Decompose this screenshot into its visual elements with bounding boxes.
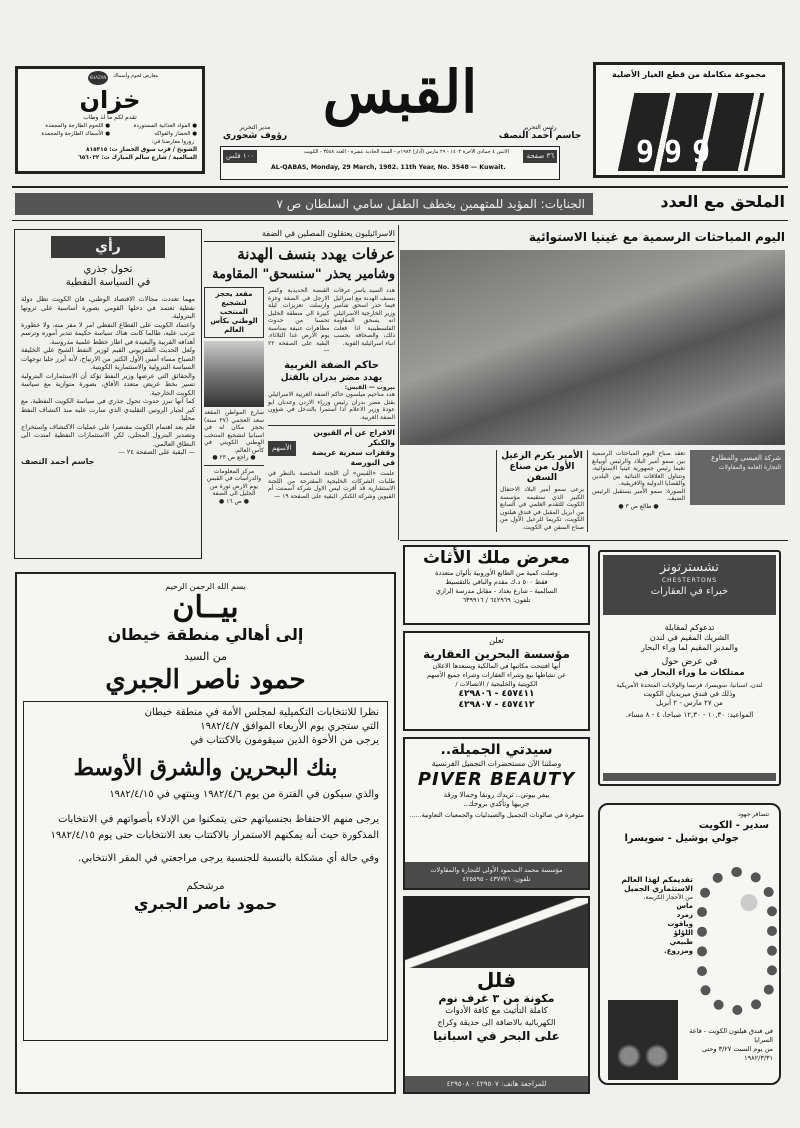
opinion-title-1[interactable]: تحول جذري bbox=[83, 264, 133, 275]
jewelry-photo bbox=[608, 1000, 678, 1080]
supplement-banner[interactable]: الجنايات: المؤبد للمتهمين بخطف الطفل سامي السلطان ص ٧ bbox=[15, 193, 593, 215]
gemstone-necklace-image bbox=[697, 867, 777, 1015]
statement-from: من السيد bbox=[183, 650, 228, 663]
chestertons-line: من ٢٧ مارس - ٢ أبريل bbox=[656, 699, 723, 707]
jewelry-venue bbox=[681, 1027, 773, 1063]
stocks-tag: الأسهم bbox=[268, 441, 296, 456]
chestertons-footer-bar bbox=[603, 773, 776, 781]
jewelry-pre: تتضافر جهود bbox=[738, 811, 769, 818]
jewelry-venue-text: في فندق هيلتون الكويت - قاعة السرايا bbox=[689, 1027, 773, 1044]
khazan-item: ● الأسماك الطازجة والمجمدة bbox=[41, 131, 110, 137]
amir-text: يرعى سمو أمير البلاد الاحتفال الكبير الذي ستقيمه مؤسسة الكويت للتقدم العلمي في السابع من ابريل المقبل في فندق هيلتون الكويت، تكريما للرعيل الأول من صناع السفن في الكويت. bbox=[500, 486, 584, 531]
statement-sign-label: مرشحكم bbox=[186, 881, 225, 892]
khazan-item: ● المواد الغذائية المستوردة bbox=[133, 123, 197, 129]
khazan-address-1: الشويخ / قرب سوق الخضار ت: ٨١٥٣١٥ bbox=[86, 147, 197, 153]
statement-line: نظرا للانتخابات التكميلية لمجلس الأمة في منطقة خيطان bbox=[144, 707, 379, 718]
ad-999-brand: 999 bbox=[636, 135, 721, 170]
supplement-label: الملحق مع العدد bbox=[660, 192, 785, 211]
opinion-body bbox=[21, 295, 195, 467]
jewelry-intro: تقديمكم لهذا العالم الاستثماري الجميل bbox=[621, 875, 693, 893]
beauty-brand: PIVER BEAUTY bbox=[417, 769, 576, 790]
lead-caption-text: تعقد صباح اليوم المباحثات الرسمية بين سمو أمير البلاد والرئيس أوبيانغ نغيما رئيس جمهورية غينيا الاستوائية، وتتناول العلاقات الثنائية بين البلدين والقضايا الدولية والافريقية. bbox=[592, 450, 685, 487]
statement-line: يرجى من الأخوة الذين سيقومون بالاكتتاب في bbox=[190, 735, 379, 746]
arafat-columns bbox=[268, 287, 395, 355]
hakem-headline-1[interactable]: حاكم الضفة الغربية bbox=[284, 359, 379, 371]
lead-photo-note: الصورة: سمو الأمير يستقبل الرئيس الضيف. bbox=[592, 487, 685, 502]
beauty-title: سيدتي الجميلة.. bbox=[440, 742, 553, 758]
khazan-address-2: السالمية / شارع سالم المبارك ت: ٦٥٦٠٣٢ bbox=[78, 155, 197, 161]
page-count: ٣٦ صفحة bbox=[523, 150, 557, 163]
dateline-english: AL-QABAS, Monday, 29 March, 1982. 11th Year, No. 3548 — Kuwait. bbox=[271, 164, 506, 171]
football-page-ref[interactable]: ● راجع ص ٢٣ ● bbox=[212, 454, 256, 461]
furniture-line: تلفون: ٦٤٢٩٦٩ / ٦٣٩٩١٦ bbox=[462, 596, 531, 604]
furniture-line: فقط ٥٠٠ د.ك مقدم والباقي بالتقسيط bbox=[445, 578, 548, 586]
arafat-col-1: هدد السيد ياسر عرفات بنسف الهدنة مع اسرائيل فيما حذر اسحق شامير وزير الخارجية الاسرائيلي انه يسحق المقاومة الفلسطينية اذا فعلت ذلك، والصحافة بحسب انباء اسرائيلية القوية. bbox=[333, 287, 395, 347]
chestertons-line: وذلك في فندق ميريديان الكويت bbox=[643, 690, 736, 698]
khazan-item: ● اللحوم الطازجة والمجمدة bbox=[45, 123, 110, 129]
chestertons-line: تدعوكم لمقابلة bbox=[664, 623, 715, 632]
grey-box-text: التجارة العامة والمقاولات bbox=[718, 464, 781, 471]
section-divider bbox=[400, 540, 788, 541]
column-rule bbox=[398, 225, 399, 540]
opinion-paragraph: كما أنها تبرز حدوث تحول جذري في سياسة الكويت النفطية، مع كبر لجبار الروتين التقليدي الذي سارت عليه منذ اكتشاف النفط محليا. bbox=[21, 397, 195, 422]
managing-editor bbox=[215, 124, 295, 142]
ad-furniture bbox=[403, 545, 590, 625]
statement-recipient: إلى أهالي منطقة خيطان bbox=[107, 625, 304, 644]
masthead bbox=[215, 60, 585, 182]
opinion-paragraph: والحقائق التي عرضها وزير النفط تؤكد أن الاستثمارات البترولية تسير بخط عريض متعدد الآفاق، بصورة متوازية مع سياسة الكويت الخارجية. bbox=[21, 371, 195, 397]
beauty-footer-phone: تلفون: ٤٣٧٧٢١ - ٤٢٥٥٩٥ bbox=[462, 875, 531, 883]
jewelry-stone: ومزروع. bbox=[664, 947, 693, 955]
middle-news-row bbox=[204, 287, 395, 505]
villa-line: كاملة التأثيث مع كافة الأدوات bbox=[445, 1006, 548, 1016]
chestertons-line: ممتلكات ما وراء البحار في bbox=[634, 668, 745, 678]
jewelry-stone: ماس bbox=[676, 902, 693, 910]
khazan-seal: KHAZAN bbox=[88, 71, 108, 85]
chestertons-line: في عرض حول bbox=[661, 657, 718, 667]
bahrain-phone: ٤٥٧٤١١ - ٤٢٩٨٠٦ bbox=[458, 689, 535, 699]
opinion-paragraph: واعتماد الكويت على القطاع النفطي امر لا مفر منه، ولا خطورة تترتب عليه، طالما كانت هناك سياسة حكيمة تتدبر أموره وترسم أهدافه القريبة والبعيدة في اطار خطط علمية مدروسة. bbox=[21, 320, 195, 346]
jewelry-stone: وياقوت bbox=[667, 920, 693, 928]
ad-piver-beauty bbox=[403, 737, 590, 890]
opinion-paragraph: ولعل الحديث التلفزيوني القيم لوزير النفط الشيخ علي الخليفة الصباح مساء أمس الأول الكثير من الارتياح، لأنه أبرز جليا توجهات السياسة البترولية والاستثمارية الكويتية. bbox=[21, 346, 195, 371]
promo-text: مركز المعلومات والدراسات في القبس يوم الارض ثورة من الجليل الى الضفة bbox=[206, 467, 262, 497]
football-headline[interactable]: مقعد يحجز لتشجيع المنتخب الوطني بكأس العالم bbox=[210, 290, 258, 334]
supplement-divider bbox=[12, 220, 788, 221]
bahrain-line: عن نشاطها بيع وشراء العقارات وشراء جميع الأسهم bbox=[426, 671, 567, 679]
chestertons-times: المواعيد: ١٠,٣٠ - ١٢,٣٠ صباحا، ٤ - ٨ مساء. bbox=[625, 711, 754, 719]
hakem-text: هدد مناحيم ميلسون حاكم الضفة الغربية الاسرائيلي بقتل مضر بدران رئيس وزراء الاردن وعدنان ابو عودة وزير الاعلام اذا استمرا بالتدخل في شؤون الضفة الغربية. bbox=[268, 391, 395, 421]
furniture-title: معرض ملك الأثاث bbox=[422, 548, 571, 568]
masthead-divider bbox=[12, 186, 788, 188]
statement-basmala: بسم الله الرحمن الرحيم bbox=[165, 582, 246, 591]
chestertons-brand: CHESTERTONS bbox=[661, 577, 718, 584]
khazan-subtitle: تقدم لكم ما لذ وطاب bbox=[83, 114, 137, 121]
opinion-label: رأي bbox=[51, 236, 165, 258]
khazan-slogan: معارض لحوم وأسماك bbox=[113, 73, 159, 79]
beauty-line: جربيها وتأكدي بروحك.. bbox=[463, 800, 530, 808]
opinion-author: جاسم أحمد النصف bbox=[21, 456, 95, 466]
hakem-headline-2[interactable]: يهدد مضر بدران بالقتل bbox=[280, 372, 383, 383]
ad-khazan bbox=[15, 66, 205, 174]
newspaper-logo: القبس bbox=[322, 58, 478, 126]
villa-line: الكهربائية بالاضافة الى حديقة وكراج bbox=[437, 1018, 556, 1027]
managing-editor-label: مدير التحرير bbox=[239, 124, 271, 131]
statement-line: والذي سيكون في الفترة من يوم ١٩٨٢/٤/٦ وينتهي في ١٩٨٢/٤/١٥ bbox=[109, 789, 379, 800]
middle-news-column bbox=[204, 228, 395, 505]
khazan-items bbox=[18, 122, 202, 138]
ad-jewelry bbox=[598, 803, 781, 1085]
arafat-headline-2[interactable]: وشامير يحذر "سنسحق" المقاومة bbox=[212, 267, 395, 282]
jewelry-stone: اللؤلؤ bbox=[673, 929, 693, 937]
ad-999 bbox=[593, 62, 785, 178]
opinion-paragraph: فلم يعد اهتمام الكويت مقتصرا على عمليات الاكتشاف واستخراج وتصدير البترول المحلي، لكن الاستثمارات النفطية امتدت الى النطاق العالمي. bbox=[21, 422, 195, 448]
statement-name: حمود ناصر الجبري bbox=[105, 665, 306, 695]
chestertons-header bbox=[603, 555, 776, 615]
stocks-headlines bbox=[299, 428, 395, 468]
grey-box-title: شركة العيسى والمطاوع bbox=[711, 454, 781, 462]
statement-sign-name: حمود ناصر الجبري bbox=[133, 894, 278, 913]
amir-article bbox=[496, 450, 588, 532]
opinion-continued[interactable]: — البقية على الصفحة ٢٤ — bbox=[118, 448, 195, 456]
stocks-text: علمت «القبس» أن اللجنة المختصة بالنظر في طلبات الشركات الخليجية المقترحة من اللجنة الاستشارية قد أقرت ليس الاول شركة أسمنت أم القيوين وشركة الكنكر. البقية على الصفحة ١٩ — bbox=[268, 470, 395, 500]
managing-editor-name: رؤوف شحوري bbox=[222, 131, 288, 141]
jewelry-stone: زمرد bbox=[676, 911, 693, 919]
statement-title: بيــان bbox=[172, 590, 239, 625]
arafat-headline-1[interactable]: عرفات يهدد بنسف الهدنة bbox=[237, 245, 395, 263]
news-main-side bbox=[268, 287, 395, 505]
promo-page-ref[interactable]: ● ص ١٦ ● bbox=[219, 497, 249, 505]
hakem-article bbox=[268, 384, 395, 422]
villa-line: على البحر في اسبانيا bbox=[433, 1029, 560, 1043]
ad-chestertons bbox=[598, 550, 781, 786]
jewelry-dates: من يوم السبت ٣/٢٧ وحتى ١٩٨٢/٣/٣١ bbox=[701, 1045, 773, 1062]
editor-in-chief-name: جاسم أحمد النصف bbox=[498, 131, 582, 141]
ad-villas-spain bbox=[403, 896, 590, 1094]
beauty-footer bbox=[405, 862, 588, 888]
beauty-line: متوفرة في صالونات التجميل والصيدليات والجمعيات التعاونية...... bbox=[409, 811, 584, 819]
jewelry-stones-label: من الأحجار الكريمة، bbox=[643, 894, 693, 901]
khazan-visit: زوروا معارضنا في: bbox=[151, 139, 194, 145]
furniture-line: السالمية - شارع بغداد - مقابل مدرسة الرازي bbox=[435, 587, 558, 595]
editor-in-chief bbox=[495, 124, 585, 142]
ad-bahrain-real-estate bbox=[403, 631, 590, 731]
villa-footer: للمراجعة هاتف: ٤٢٩٥٠٧ - ٤٢٩٥٠٨ bbox=[405, 1076, 588, 1092]
football-promo bbox=[204, 465, 264, 506]
lead-photo bbox=[400, 250, 785, 445]
chestertons-line: الشريك المقيم في لندن bbox=[649, 633, 730, 642]
football-photo bbox=[204, 341, 264, 407]
jewelry-company-2: جولي بوشيل - سويسرا bbox=[624, 833, 739, 844]
statement-line: وفي حالة أي مشكلة بالنسبة للجنسية يرجى مراجعتي في المقر الانتخابي. bbox=[78, 853, 379, 864]
jewelry-text bbox=[605, 875, 693, 956]
hakem-dateline: بيروت — القبس: bbox=[344, 383, 395, 391]
beauty-footer-company: مؤسسة محمد المحمود الأولى للتجارة والمقاولات bbox=[430, 866, 563, 874]
dateline-bar bbox=[220, 146, 560, 180]
stocks-headline-1[interactable]: الافراج عن أم القيوين والكنكر bbox=[313, 428, 395, 447]
villa-title: فلل bbox=[476, 968, 517, 992]
opinion-column bbox=[14, 229, 202, 559]
opinion-title-2[interactable]: في السياسة النفطية bbox=[65, 277, 151, 288]
stocks-header bbox=[268, 425, 395, 468]
chestertons-line: لندن، اسبانيا، سويسرا، فرنسا والولايات المتحدة الأمريكية bbox=[616, 682, 763, 689]
villa-line: مكونة من ٣ غرف نوم bbox=[438, 992, 555, 1005]
jewelry-stone: طبيعي bbox=[669, 938, 693, 946]
chestertons-line: والمدير المقيم لما وراء البحار bbox=[641, 643, 738, 652]
villa-graphic bbox=[405, 898, 588, 968]
bahrain-phone: ٤٥٧٤١٢ - ٤٢٩٨٠٧ bbox=[458, 700, 535, 710]
football-caption: سارع المواطن المقعد سعد العجمي (٣٧ سنة) بحجز مكان له في اسبانيا لتشجيع المنتخب الوطني الكويتي في كأس العالم. bbox=[204, 409, 264, 454]
statement-body bbox=[23, 701, 388, 1041]
lead-kicker[interactable]: اليوم المباحثات الرسمية مع غينيا الاستوائية bbox=[528, 230, 785, 244]
lead-page-ref[interactable]: ● طالع ص ٣ ● bbox=[618, 502, 659, 510]
chestertons-subtitle: خبراء في العقارات bbox=[650, 586, 729, 597]
editor-in-chief-label: رئيس التحرير bbox=[523, 124, 557, 131]
khazan-item: ● الخضار والفواكه bbox=[154, 131, 197, 137]
statement-line: التي ستجري يوم الأربعاء الموافق ١٩٨٢/٤/٧ bbox=[200, 721, 379, 732]
opinion-paragraph: مهما تعددت مجالات الاقتصاد الوطني، فان الكويت تظل دولة نفطية تعتمد في دخلها القومي بصورة أساسية على ثروتها البترولية. bbox=[21, 295, 195, 320]
dateline-arabic: الاثنين ٤ جمادى الآخرة ١٤٠٢ - ٢٩ مارس (آذار) ١٩٨٢م - السنة الحادية عشرة - العدد ٣٥٤٨ - الكويت bbox=[303, 149, 509, 155]
stocks-headline-2[interactable]: وقفزات سعرية عريضة في البورصة bbox=[311, 448, 395, 467]
football-side bbox=[204, 287, 264, 505]
statement-bank: بنك البحرين والشرق الأوسط bbox=[73, 755, 338, 781]
amir-headline[interactable]: الأمير يكرم الرعيل الأول من صناع السفن bbox=[501, 451, 583, 483]
arafat-kicker[interactable]: الاسرائيليون يعتقلون المصلين في الضفة bbox=[204, 228, 395, 242]
beauty-line: وصلتنا الآن مستحضرات التجميل الفرنسية bbox=[431, 759, 562, 768]
bahrain-title: مؤسسة البحرين العقارية bbox=[423, 647, 570, 661]
ad-999-tagline: مجموعة متكاملة من قطع الغيار الأصلية bbox=[612, 70, 766, 79]
chestertons-title: تشسترتونز bbox=[659, 560, 720, 575]
beauty-line: بيفر بيوتي.. تزيدك رونقا وجمالا ورقة bbox=[443, 791, 550, 799]
lead-caption bbox=[592, 450, 685, 510]
bahrain-pre: تعلن bbox=[489, 636, 504, 645]
furniture-line: وصلت كمية من الطابع الأوروبية بألوان متعددة bbox=[435, 569, 558, 577]
arafat-col-2: القبضة الحديدية وكسر الارجل في الضفة وغزة وارسلت تعزيزات ليلة كبيرة الى منطقة الخليل تحسبا من حدوث مظاهرات عنيفة بمناسبة يوم الارض غدا الثلاثاء. البقية على الصفحة ٢٢ — bbox=[268, 287, 330, 354]
bahrain-line: أنها افتتحت مكاتبها في المالكية ويسعدها الاعلان bbox=[432, 662, 561, 670]
football-article bbox=[204, 287, 264, 338]
price: ١٠٠ فلس bbox=[223, 150, 257, 163]
grey-box-ad bbox=[690, 450, 785, 505]
ad-statement bbox=[15, 572, 396, 1094]
statement-line: يرجى منهم الاحتفاظ بجنسياتهم حتى يتمكنوا من الإدلاء بأصواتهم في الانتخابات المذكورة حيث أنه يمكنهم الاستمرار بالاكتتاب بعد الانتخابات حتى يوم ١٩٨٢/٤/١٥ bbox=[50, 814, 379, 841]
khazan-brand: خزان bbox=[79, 86, 141, 114]
bahrain-line: الكويتية والخليجية / الاتصالات / bbox=[455, 680, 538, 688]
jewelry-company-1: سدير - الكويت bbox=[698, 820, 769, 831]
